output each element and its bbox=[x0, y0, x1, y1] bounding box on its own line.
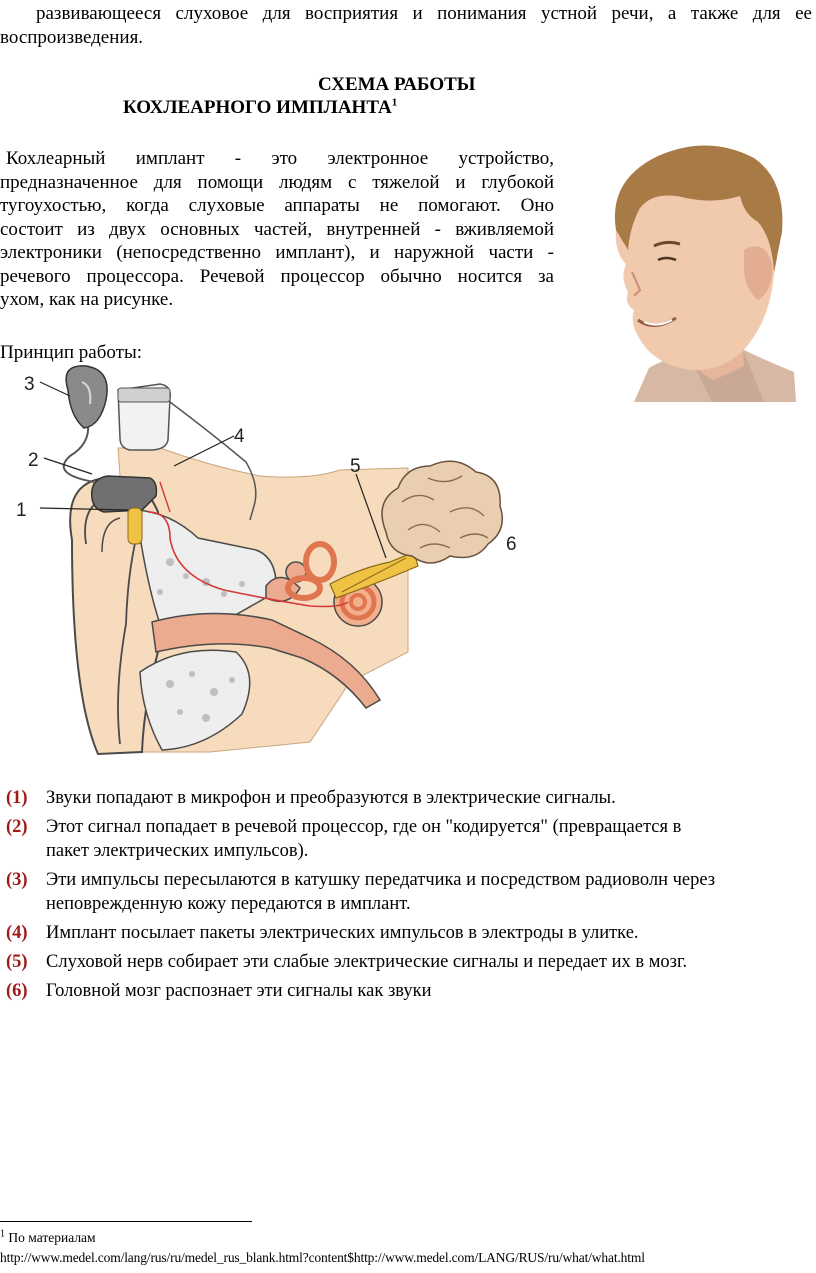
description-paragraph bbox=[0, 147, 554, 312]
principle-label: Принцип работы: bbox=[0, 342, 143, 363]
description-line: предназначенное для помощи людям с тяжелой и глубокой bbox=[0, 171, 554, 193]
description-line: электроники (непосредственно имплант), и наружной части - bbox=[0, 242, 554, 263]
intro-line-1: развивающееся слуховое для восприятия и понимания устной речи, а также для ее bbox=[36, 3, 812, 24]
footnote-text: По материалам bbox=[8, 1230, 96, 1245]
diagram-label-3: 3 bbox=[24, 374, 35, 395]
description-line: тугоухостью, когда слуховые аппараты не помогают. Оно bbox=[0, 195, 554, 216]
step-text: Слуховой нерв собирает эти слабые электрические сигналы и передает их в мозг. bbox=[46, 952, 688, 972]
heading-footnote-mark: 1 bbox=[391, 96, 398, 109]
diagram-label-6: 6 bbox=[506, 534, 517, 555]
footnote-divider bbox=[0, 1221, 252, 1222]
diagram-label-4: 4 bbox=[234, 426, 245, 447]
step-number: (4) bbox=[6, 923, 28, 943]
cochlear-implant-diagram bbox=[10, 362, 530, 762]
step-text: Головной мозг распознает эти сигналы как звуки bbox=[46, 981, 432, 1001]
footnote-label bbox=[0, 1229, 96, 1247]
step-number: (1) bbox=[6, 788, 28, 808]
man-portrait-image bbox=[594, 140, 796, 402]
footnote-url: http://www.medel.com/lang/rus/ru/medel_rus_blank.html?content$http://www.medel.com/LANG/RUS/ru/what/what.html bbox=[0, 1250, 645, 1265]
description-line: речевого процессора. Речевой процессор обычно носится за bbox=[0, 265, 554, 287]
footnote-mark: 1 bbox=[0, 1228, 5, 1240]
step-number: (6) bbox=[6, 981, 28, 1001]
step-text: Звуки попадают в микрофон и преобразуются в электрические сигналы. bbox=[46, 788, 616, 808]
diagram-label-2: 2 bbox=[28, 450, 39, 471]
step-number: (5) bbox=[6, 952, 28, 972]
step-text: пакет электрических импульсов). bbox=[46, 841, 309, 861]
step-text: Этот сигнал попадает в речевой процессор, где он "кодируется" (превращается в bbox=[46, 817, 682, 837]
heading-line-1: СХЕМА РАБОТЫ bbox=[318, 74, 476, 95]
intro-line-2: воспроизведения. bbox=[0, 27, 144, 48]
heading-line-2: КОХЛЕАРНОГО ИМПЛАНТА$^1$ bbox=[123, 96, 398, 118]
diagram-label-1: 1 bbox=[16, 500, 27, 521]
step-text: неповрежденную кожу передаются в имплант. bbox=[46, 894, 411, 914]
description-line: Кохлеарный имплант - это электронное устройство, bbox=[6, 148, 554, 169]
description-line: ухом, как на рисунке. bbox=[0, 289, 174, 310]
step-number: (3) bbox=[6, 870, 28, 890]
diagram-label-5: 5 bbox=[350, 456, 361, 477]
description-line: состоит из двух основных частей, внутренней - вживляемой bbox=[0, 218, 554, 240]
step-text: Имплант посылает пакеты электрических импульсов в электроды в улитке. bbox=[46, 923, 639, 943]
step-text: Эти импульсы пересылаются в катушку передатчика и посредством радиоволн через bbox=[46, 870, 716, 890]
step-number: (2) bbox=[6, 817, 28, 837]
